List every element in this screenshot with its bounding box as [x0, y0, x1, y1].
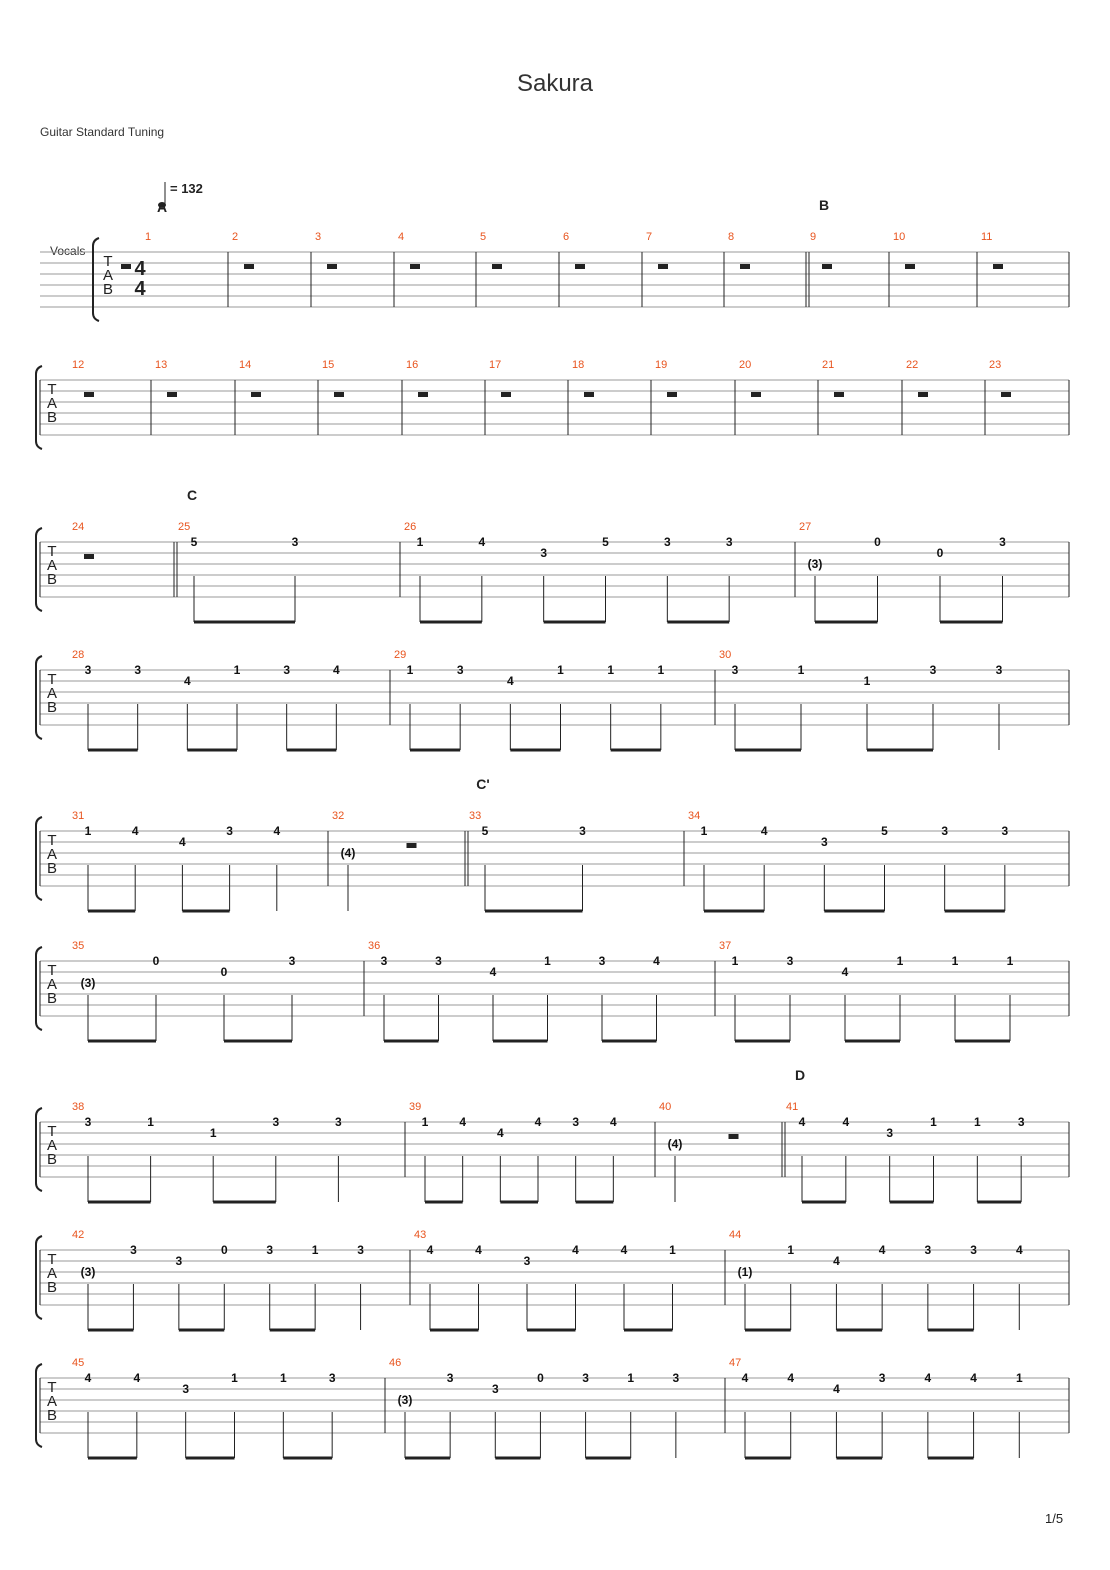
rest-symbol	[251, 392, 261, 397]
fret-number: 3	[970, 1243, 977, 1257]
fret-number: (4)	[340, 846, 356, 860]
fret-number: 3	[435, 954, 442, 968]
measure-number: 9	[810, 231, 817, 243]
measure-number: 36	[368, 940, 381, 952]
rest-symbol	[492, 264, 502, 269]
system-bracket	[36, 1108, 42, 1191]
measure-number: 22	[906, 359, 919, 371]
tab-system	[36, 1229, 1069, 1330]
fret-number: 4	[798, 1115, 806, 1129]
measure-number: 20	[739, 359, 752, 371]
fret-number: 3	[598, 954, 606, 968]
fret-number: 3	[456, 663, 464, 677]
fret-number: 3	[335, 1115, 342, 1129]
tab-clef-letter: A	[46, 846, 58, 863]
rest-symbol	[918, 392, 928, 397]
measure-number: 16	[406, 359, 419, 371]
tab-system	[36, 1067, 1069, 1202]
system-bracket	[36, 1236, 42, 1319]
tab-clef-letter: B	[46, 699, 58, 716]
fret-number: 4	[273, 824, 281, 838]
fret-number: 3	[540, 546, 548, 560]
rest-symbol	[834, 392, 844, 397]
rest-symbol	[584, 392, 594, 397]
fret-number: 3	[820, 835, 828, 849]
fret-number: 1	[231, 1371, 238, 1385]
tab-clef-letter: T	[47, 1251, 57, 1268]
fret-number: 4	[833, 1382, 840, 1396]
rest-symbol	[84, 392, 94, 397]
fret-number: 3	[491, 1382, 499, 1396]
measure-number: 30	[719, 649, 732, 661]
measure-number: 1	[145, 231, 152, 243]
fret-number: 4	[572, 1243, 579, 1257]
rest-symbol	[84, 554, 94, 559]
tab-systems	[36, 197, 1069, 1458]
tab-clef-letter: B	[46, 409, 58, 426]
fret-number: 3	[84, 1115, 92, 1129]
fret-number: 1	[311, 1243, 319, 1257]
tab-clef-letter: A	[46, 1393, 58, 1410]
fret-number: 4	[833, 1254, 840, 1268]
fret-number: 3	[84, 663, 92, 677]
fret-number: 3	[663, 535, 671, 549]
fret-number: 3	[725, 535, 733, 549]
rest-symbol	[244, 264, 254, 269]
rest-symbol	[1001, 392, 1011, 397]
measure-number: 32	[332, 810, 345, 822]
tab-clef-letter: A	[46, 1137, 58, 1154]
rest-symbol	[905, 264, 915, 269]
tab-clef-letter: B	[46, 1279, 58, 1296]
fret-number: 4	[478, 535, 486, 549]
rest-symbol	[822, 264, 832, 269]
section-marker: C'	[476, 776, 490, 792]
fret-number: 1	[787, 1243, 795, 1257]
measure-number: 5	[480, 231, 487, 243]
fret-number: 3	[1001, 824, 1009, 838]
system-bracket	[93, 238, 99, 321]
fret-number: 1	[797, 663, 805, 677]
section-marker: C	[186, 487, 198, 503]
tab-system	[36, 776, 1069, 911]
measure-number: 44	[729, 1229, 742, 1241]
rest-symbol	[751, 392, 761, 397]
fret-number: 3	[380, 954, 388, 968]
fret-number: 4	[133, 1371, 141, 1385]
instrument-label: Vocals	[50, 244, 86, 258]
tab-clef-letter: T	[47, 381, 57, 398]
tab-clef-letter: B	[46, 571, 58, 588]
fret-number: 4	[183, 674, 191, 688]
fret-number: 4	[609, 1115, 617, 1129]
fret-number: 1	[544, 954, 551, 968]
measure-number: 8	[728, 231, 735, 243]
fret-number: 1	[896, 954, 904, 968]
tab-clef-letter: B	[46, 1151, 58, 1168]
tempo-label: = 132	[170, 181, 203, 196]
fret-number: 3	[175, 1254, 183, 1268]
fret-number: 3	[886, 1126, 894, 1140]
measure-number: 37	[719, 940, 732, 952]
tab-system	[36, 940, 1069, 1041]
fret-number: 3	[283, 663, 291, 677]
fret-number: 4	[842, 1115, 850, 1129]
fret-number: 4	[760, 824, 768, 838]
fret-number: 3	[130, 1243, 137, 1257]
fret-number: (4)	[667, 1137, 683, 1151]
rest-symbol	[501, 392, 511, 397]
tab-clef-letter: B	[102, 281, 114, 298]
fret-number: 1	[209, 1126, 217, 1140]
fret-number: (3)	[397, 1393, 413, 1407]
measure-number: 29	[394, 649, 407, 661]
measure-number: 15	[322, 359, 335, 371]
measure-number: 41	[786, 1101, 799, 1113]
fret-number: (3)	[807, 557, 823, 571]
fret-number: (3)	[80, 1265, 96, 1279]
measure-number: 28	[72, 649, 85, 661]
fret-number: 3	[878, 1371, 886, 1385]
section-marker: D	[794, 1067, 806, 1083]
measure-number: 19	[655, 359, 668, 371]
fret-number: 3	[924, 1243, 932, 1257]
tab-system	[36, 487, 1069, 622]
tab-clef-letter: T	[103, 253, 113, 270]
tab-clef-letter: T	[47, 543, 57, 560]
fret-number: 3	[731, 663, 739, 677]
fret-number: 1	[279, 1371, 287, 1385]
system-bracket	[36, 817, 42, 900]
fret-number: 3	[929, 663, 937, 677]
fret-number: 4	[620, 1243, 628, 1257]
fret-number: 1	[973, 1115, 981, 1129]
fret-number: 4	[841, 965, 849, 979]
fret-number: 3	[266, 1243, 274, 1257]
rest-symbol	[410, 264, 420, 269]
fret-number: 4	[1015, 1243, 1023, 1257]
fret-number: 4	[179, 835, 186, 849]
section-marker: B	[818, 197, 830, 213]
fret-number: 0	[220, 965, 228, 979]
fret-number: 1	[406, 663, 414, 677]
fret-number: 5	[881, 824, 888, 838]
tab-clef-letter: B	[46, 860, 58, 877]
fret-number: 1	[863, 674, 871, 688]
tab-clef-letter: T	[47, 962, 57, 979]
fret-number: 4	[426, 1243, 434, 1257]
tab-clef-letter: A	[46, 976, 58, 993]
fret-number: (1)	[737, 1265, 753, 1279]
tab-system	[36, 649, 1069, 750]
measure-number: 47	[729, 1357, 742, 1369]
measure-number: 14	[239, 359, 252, 371]
time-signature-digit: 4	[134, 258, 146, 280]
tab-clef-letter: A	[46, 1265, 58, 1282]
measure-number: 31	[72, 810, 85, 822]
measure-number: 12	[72, 359, 85, 371]
fret-number: (3)	[80, 976, 96, 990]
fret-number: 3	[999, 535, 1006, 549]
rest-symbol	[121, 264, 131, 269]
fret-number: 3	[291, 535, 299, 549]
fret-number: 1	[416, 535, 424, 549]
fret-number: 1	[669, 1243, 676, 1257]
fret-number: 1	[1006, 954, 1014, 968]
fret-number: 5	[602, 535, 609, 549]
measure-number: 18	[572, 359, 585, 371]
tab-clef-letter: A	[46, 395, 58, 412]
fret-number: 4	[878, 1243, 886, 1257]
fret-number: 0	[936, 546, 944, 560]
fret-number: 3	[672, 1371, 680, 1385]
fret-number: 1	[731, 954, 739, 968]
rest-symbol	[993, 264, 1003, 269]
measure-number: 23	[989, 359, 1002, 371]
fret-number: 4	[653, 954, 660, 968]
fret-number: 0	[874, 535, 881, 549]
tab-system	[40, 197, 1069, 321]
fret-number: 3	[357, 1243, 364, 1257]
fret-number: 1	[557, 663, 564, 677]
tab-clef-letter: A	[46, 685, 58, 702]
fret-number: 3	[134, 663, 142, 677]
fret-number: 4	[506, 674, 514, 688]
fret-number: 1	[147, 1115, 154, 1129]
measure-number: 35	[72, 940, 85, 952]
rest-symbol	[729, 1134, 739, 1139]
fret-number: 3	[272, 1115, 280, 1129]
measure-number: 24	[72, 521, 85, 533]
fret-number: 1	[930, 1115, 937, 1129]
fret-number: 1	[700, 824, 708, 838]
tab-system	[36, 1357, 1069, 1458]
fret-number: 3	[995, 663, 1003, 677]
song-title: Sakura	[516, 70, 594, 97]
fret-number: 4	[534, 1115, 542, 1129]
measure-number: 17	[489, 359, 502, 371]
fret-number: 3	[941, 824, 949, 838]
tab-clef-letter: T	[47, 1123, 57, 1140]
fret-number: 5	[481, 824, 489, 838]
fret-number: 4	[924, 1371, 932, 1385]
system-bracket	[36, 656, 42, 739]
fret-number: 4	[496, 1126, 504, 1140]
fret-number: 1	[951, 954, 959, 968]
measure-number: 26	[404, 521, 417, 533]
fret-number: 0	[220, 1243, 228, 1257]
page-number: 1/5	[1045, 1511, 1064, 1526]
fret-number: 3	[572, 1115, 580, 1129]
fret-number: 3	[288, 954, 296, 968]
fret-number: 3	[328, 1371, 336, 1385]
rest-symbol	[167, 392, 177, 397]
rest-symbol	[740, 264, 750, 269]
measure-number: 39	[409, 1101, 422, 1113]
system-bracket	[36, 947, 42, 1030]
system-bracket	[36, 366, 42, 449]
measure-number: 45	[72, 1357, 85, 1369]
measure-number: 27	[799, 521, 812, 533]
fret-number: 1	[607, 663, 615, 677]
system-bracket	[36, 528, 42, 611]
time-signature-digit: 4	[134, 278, 146, 300]
fret-number: 5	[190, 535, 198, 549]
tab-clef-letter: A	[46, 557, 58, 574]
fret-number: 1	[84, 824, 92, 838]
measure-number: 3	[315, 231, 322, 243]
measure-number: 11	[981, 231, 993, 243]
fret-number: 1	[233, 663, 241, 677]
measure-number: 43	[414, 1229, 427, 1241]
rest-symbol	[658, 264, 668, 269]
measure-number: 34	[688, 810, 701, 822]
tab-clef-letter: A	[102, 267, 114, 284]
section-marker: A	[156, 199, 168, 215]
rest-symbol	[575, 264, 585, 269]
fret-number: 4	[489, 965, 497, 979]
tab-clef-letter: T	[47, 671, 57, 688]
tab-clef-letter: B	[46, 1407, 58, 1424]
measure-number: 25	[178, 521, 191, 533]
fret-number: 3	[226, 824, 233, 838]
measure-number: 10	[893, 231, 906, 243]
rest-symbol	[407, 843, 417, 848]
fret-number: 4	[970, 1371, 977, 1385]
fret-number: 3	[1017, 1115, 1025, 1129]
measure-number: 4	[398, 231, 405, 243]
fret-number: 4	[131, 824, 139, 838]
fret-number: 3	[182, 1382, 190, 1396]
fret-number: 0	[537, 1371, 544, 1385]
rest-symbol	[667, 392, 677, 397]
tab-clef-letter: T	[47, 832, 57, 849]
fret-number: 3	[582, 1371, 589, 1385]
fret-number: 1	[421, 1115, 429, 1129]
fret-number: 4	[84, 1371, 92, 1385]
tab-system	[36, 359, 1069, 449]
fret-number: 3	[786, 954, 794, 968]
measure-number: 21	[822, 359, 835, 371]
measure-number: 13	[155, 359, 168, 371]
fret-number: 0	[152, 954, 160, 968]
fret-number: 4	[787, 1371, 795, 1385]
rest-symbol	[334, 392, 344, 397]
system-bracket	[36, 1364, 42, 1447]
measure-number: 7	[646, 231, 653, 243]
measure-number: 38	[72, 1101, 85, 1113]
measure-number: 40	[659, 1101, 672, 1113]
measure-number: 2	[232, 231, 239, 243]
fret-number: 1	[1015, 1371, 1023, 1385]
rest-symbol	[327, 264, 337, 269]
fret-number: 3	[579, 824, 586, 838]
fret-number: 1	[657, 663, 665, 677]
fret-number: 4	[459, 1115, 467, 1129]
fret-number: 4	[475, 1243, 482, 1257]
fret-number: 4	[332, 663, 340, 677]
fret-number: 4	[741, 1371, 749, 1385]
fret-number: 3	[446, 1371, 454, 1385]
measure-number: 6	[563, 231, 570, 243]
measure-number: 42	[72, 1229, 85, 1241]
tuning-label: Guitar Standard Tuning	[40, 125, 165, 139]
tab-clef-letter: T	[47, 1379, 57, 1396]
fret-number: 3	[523, 1254, 531, 1268]
tab-clef-letter: B	[46, 990, 58, 1007]
measure-number: 33	[469, 810, 482, 822]
rest-symbol	[418, 392, 428, 397]
fret-number: 1	[627, 1371, 635, 1385]
measure-number: 46	[389, 1357, 402, 1369]
